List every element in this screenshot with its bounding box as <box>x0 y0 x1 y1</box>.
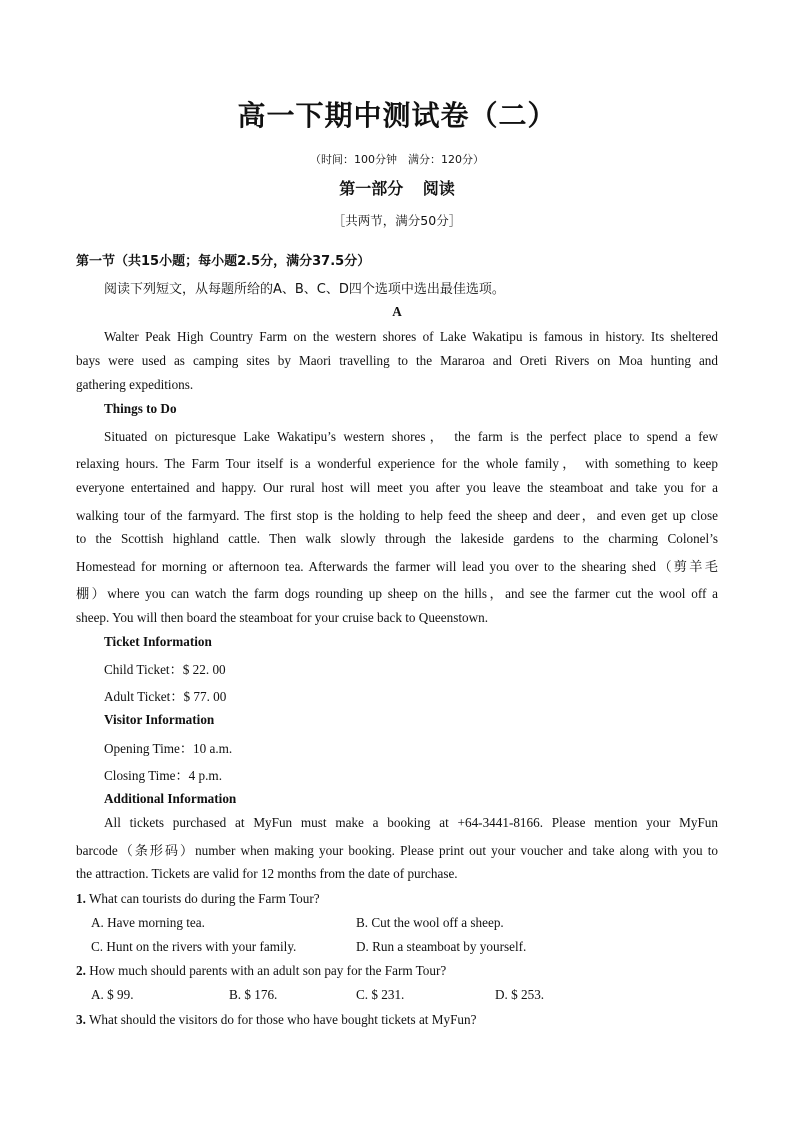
additional-line-3: the attraction. Tickets are valid for 12 months from the date of purchase. <box>76 866 458 881</box>
question-number: 1. <box>76 891 86 906</box>
q2-option-a[interactable]: A. $ 99. <box>91 987 134 1002</box>
q1-option-c[interactable]: C. Hunt on the rivers with your family. <box>91 939 297 954</box>
part-name: 阅读 <box>422 179 455 198</box>
question-2 <box>76 963 718 979</box>
question-1 <box>76 891 718 907</box>
child-ticket: Child Ticket：$ 22. 00 <box>104 662 226 677</box>
additional-line-2: barcode（条形码）number when making your booking. Please print out your voucher and take along with you to <box>76 843 718 858</box>
things-line-5: to the Scottish highland cattle. Then walk slowly through the lakeside gardens to the charming Colonel’s <box>76 531 718 546</box>
section-instruction: 阅读下列短文，从每题所给的A、B、C、D四个选项中选出最佳选项。 <box>104 282 505 297</box>
things-line-1: Situated on picturesque Lake Wakatipu’s western shores， the farm is the perfect place to spend a few <box>104 429 718 444</box>
passage-letter: A <box>392 304 402 319</box>
things-line-6: Homestead for morning or afternoon tea. Afterwards the farmer will lead you over to the shearing shed（剪羊毛 <box>76 559 718 574</box>
question-number: 2. <box>76 963 86 978</box>
additional-heading: Additional Information <box>104 791 237 806</box>
things-line-7: 棚）where you can watch the farm dogs rounding up sheep on the hills，and see the farmer cut the wool off a <box>76 586 718 601</box>
part-label: 第一部分 <box>339 179 404 198</box>
intro-line-1: Walter Peak High Country Farm on the western shores of Lake Wakatipu is famous in history. Its sheltered <box>104 329 718 344</box>
things-line-3: everyone entertained and happy. Our rural host will meet you after you leave the steamboat and take you for a <box>76 480 718 495</box>
additional-line-1: All tickets purchased at MyFun must make a booking at +64-3441-8166. Please mention your MyFun <box>104 815 718 830</box>
things-line-8: sheep. You will then board the steamboat for your cruise back to Queenstown. <box>76 610 489 625</box>
q2-option-d[interactable]: D. $ 253. <box>495 987 545 1002</box>
part-note: ［共两节，满分50分］ <box>332 213 462 228</box>
q1-option-a[interactable]: A. Have morning tea. <box>91 915 205 930</box>
closing-time: Closing Time：4 p.m. <box>104 768 222 783</box>
ticket-heading: Ticket Information <box>104 634 212 649</box>
things-line-2: relaxing hours. The Farm Tour itself is a wonderful experience for the whole family， with something to keep <box>76 456 718 471</box>
q2-option-c[interactable]: C. $ 231. <box>356 987 405 1002</box>
things-heading: Things to Do <box>104 401 177 416</box>
intro-line-2: bays were used as camping sites by Maori travelling to the Mararoa and Oreti Rivers on Moa hunting and <box>76 353 718 368</box>
visitor-heading: Visitor Information <box>104 712 215 727</box>
question-text: What can tourists do during the Farm Tour? <box>85 891 320 906</box>
part-heading <box>0 176 794 199</box>
question-number: 3. <box>76 1012 86 1027</box>
adult-ticket: Adult Ticket：$ 77. 00 <box>104 689 227 704</box>
section-heading: 第一节（共15小题；每小题2.5分，满分37.5分） <box>76 254 371 269</box>
question-text: What should the visitors do for those who have bought tickets at MyFun? <box>85 1012 477 1027</box>
exam-title: 高一下期中测试卷（二） <box>237 99 557 132</box>
q2-option-b[interactable]: B. $ 176. <box>229 987 278 1002</box>
things-line-4: walking tour of the farmyard. The first stop is the holding to help feed the sheep and deer，and even get up close <box>76 508 718 523</box>
q1-option-b[interactable]: B. Cut the wool off a sheep. <box>356 915 504 930</box>
intro-line-3: gathering expeditions. <box>76 377 194 392</box>
opening-time: Opening Time：10 a.m. <box>104 741 233 756</box>
time-score-info: （时间：100分钟 满分：120分） <box>310 153 484 166</box>
question-text: How much should parents with an adult son pay for the Farm Tour? <box>85 963 447 978</box>
q1-option-d[interactable]: D. Run a steamboat by yourself. <box>356 939 527 954</box>
question-3 <box>76 1012 718 1028</box>
